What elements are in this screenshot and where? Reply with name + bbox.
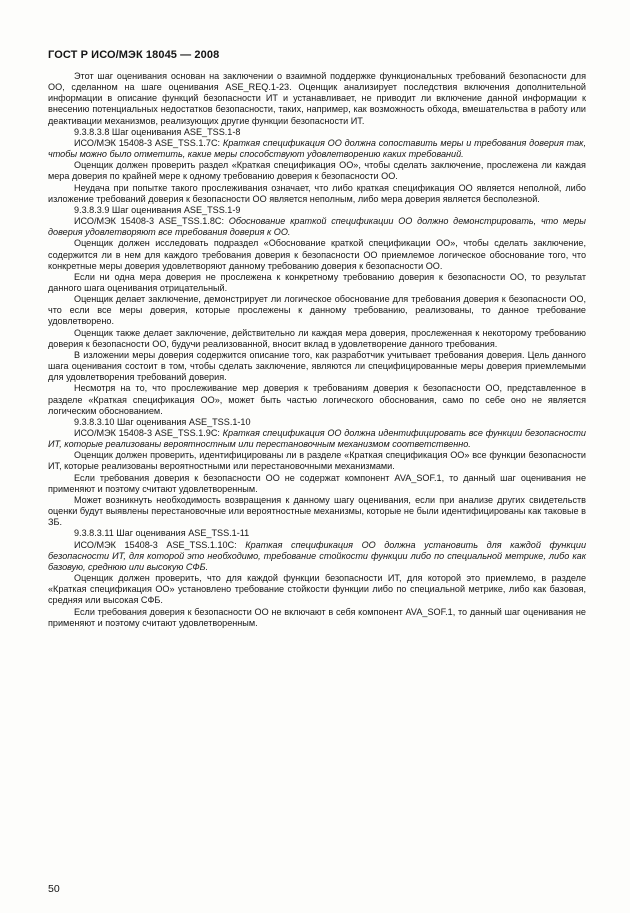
requirement-text: Краткая спецификация ОО должна идентифицировать все функции безопасности ИТ, которые реализованы вероятностным или перестановочным механизмом соответственно. [48,428,586,450]
requirement-ref: ИСО/МЭК 15408-3 ASE_TSS.1.10С: [74,539,246,550]
requirement-text: Краткая спецификация ОО должна сопоставить меры и требования доверия так, чтобы можно было отметить, какие меры способствуют удовлетворению каких требований. [48,137,586,160]
paragraph: Может возникнуть необходимость возвращения к данному шагу оценивания, если при анализе других свидетельств оценки будут выявлены перестановочные или вероятностные механизмы, которые не были идентифицированы как таковые в ЗБ. [48,494,586,528]
requirement-ref: ИСО/МЭК 15408-3 ASE_TSS.1.7С: [74,137,223,148]
requirement-ref: ИСО/МЭК 15408-3 ASE_TSS.1.8С: [74,216,229,227]
requirement-paragraph [48,216,586,238]
requirement-paragraph [48,138,586,160]
step-heading: 9.3.8.3.9 Шаг оценивания ASE_TSS.1-9 [74,204,241,215]
paragraph: Неудача при попытке такого прослеживания означает, что либо краткая спецификация ОО является неполной, либо изложение требований доверия к безопасности ОО является неполным, либо мера доверия является бесполезной. [48,182,586,204]
paragraph: Оценщик также делает заключение, действительно ли каждая мера доверия, прослеженная к некоторому требованию доверия к безопасности ОО, будучи реализованной, вносит вклад в удовлетворение данного требования. [48,327,586,349]
document-header: ГОСТ Р ИСО/МЭК 18045 — 2008 [48,49,220,61]
page-number: 50 [48,883,60,895]
paragraph: Оценщик должен проверить, что для каждой функции безопасности ИТ, для которой это приемлемо, в разделе «Краткая спецификация ОО» установлено требование стойкости функции либо по специальной метрике, либо как базовая, средняя или высокая СФБ. [48,573,586,606]
paragraph: Несмотря на то, что прослеживание мер доверия к требованиям доверия к безопасности ОО, представленное в разделе «Краткая спецификация ОО», может быть частью логического обоснования, само по себе оно не является логическим обоснованием. [48,383,586,416]
paragraph: Этот шаг оценивания основан на заключении о взаимной поддержке функциональных требований безопасности для ОО, сделанном на шаге оценивания ASE_REQ.1-23. Оценщик анализирует последствия включения дополнительной информации в описание функций безопасности ИТ и устанавливает, не приводит ли включение данной информации к внесению потенциальных недостатков безопасности, таких, например, как возможность обхода, вмешательства в работу или деактивации механизмов, реализующих другие функции безопасности ИТ. [48,71,586,126]
requirement-paragraph [48,428,586,450]
requirement-ref: ИСО/МЭК 15408-3 ASE_TSS.1.9С: [74,428,223,438]
paragraph: Оценщик должен проверить раздел «Краткая спецификация ОО», чтобы сделать заключение, прослежена ли каждая мера доверия по крайней мере к одному требованию доверия к безопасности ОО. [48,160,586,182]
paragraph: Оценщик делает заключение, демонстрирует ли логическое обоснование для требования доверия к безопасности ОО, что если все меры доверия, которые прослежены к данному требованию, реализованы, то данное требование удовлетворено. [48,294,586,327]
paragraph: В изложении меры доверия содержится описание того, как разработчик учитывает требования доверия. Цель данного шага оценивания состоит в том, чтобы сделать заключение, являются ли специфицированные меры доверия приемлемыми для удовлетворения требований доверия. [48,349,586,383]
requirement-text: Обоснование краткой спецификации ОО должно демонстрировать, что меры доверия удовлетворяют все требования доверия к ОО. [48,216,586,238]
step-heading: 9.3.8.3.11 Шаг оценивания ASE_TSS.1-11 [74,528,250,539]
step-heading: 9.3.8.3.8 Шаг оценивания ASE_TSS.1-8 [74,126,241,137]
paragraph: Если требования доверия к безопасности ОО не включают в себя компонент AVA_SOF.1, то данный шаг оценивания не применяют и поэтому считают удовлетворенным. [48,606,586,628]
requirement-text: Краткая спецификация ОО должна установить для каждой функции безопасности ИТ, для которой это необходимо, требование стойкости функции либо по специальной метрике, либо как базовую, среднюю или высокую СФБ. [48,539,587,572]
document-body [48,71,586,629]
paragraph: Оценщик должен проверить, идентифицированы ли в разделе «Краткая спецификация ОО» все функции безопасности ИТ, которые реализованы вероятностными или перестановочными механизмами. [48,450,586,472]
step-heading: 9.3.8.3.10 Шаг оценивания ASE_TSS.1-10 [74,416,251,427]
paragraph: Если ни одна мера доверия не прослежена к конкретному требованию доверия к безопасности ОО, то результат данного шага оценивания отрицательный. [48,271,586,293]
requirement-paragraph [48,540,586,573]
paragraph: Если требования доверия к безопасности ОО не содержат компонент AVA_SOF.1, то данный шаг оценивания не применяют и поэтому считают удовлетворенным. [48,472,586,494]
paragraph: Оценщик должен исследовать подраздел «Обоснование краткой спецификации ОО», чтобы сделать заключение, содержится ли в нем для каждого требования доверия к безопасности ОО приемлемое логическое обоснование того, что конкретные меры доверия удовлетворяют данному требованию доверия к безопасности ОО. [48,238,586,271]
